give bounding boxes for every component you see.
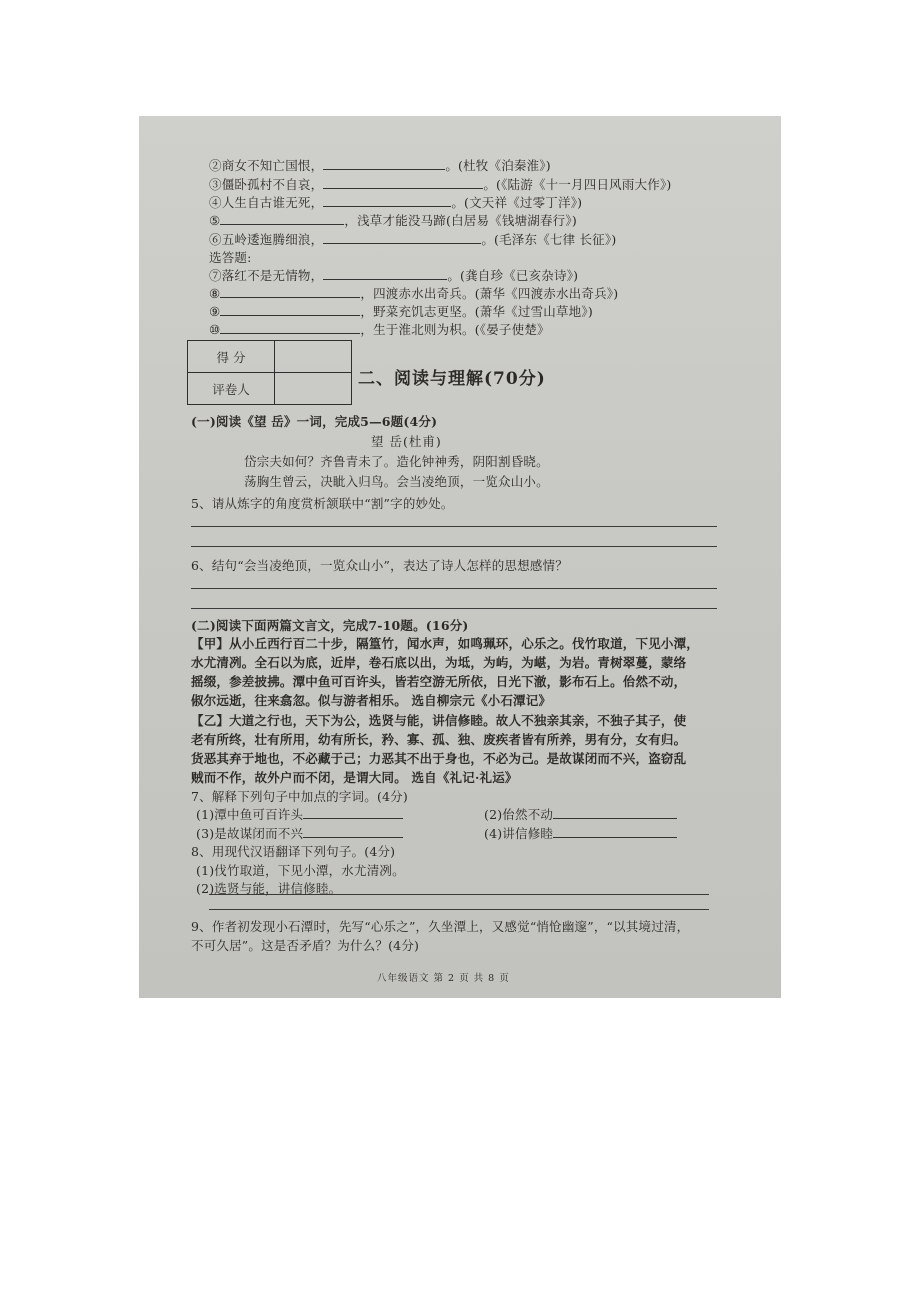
passage-jia-line: 水尤清冽。全石以为底，近岸，卷石底以出，为坻，为屿，为嵁，为岩。青树翠蔓，蒙络	[191, 655, 687, 670]
q7-item: (2)佁然不动	[484, 807, 677, 823]
passage-jia-line: 摇缀，参差披拂。潭中鱼可百许头，皆若空游无所依，日光下澈，影布石上。佁然不动，	[191, 674, 687, 689]
fill-item: ⑧ ，四渡赤水出奇兵。(萧华《四渡赤水出奇兵》)	[209, 286, 619, 301]
reading1-heading: (一)阅读《望 岳》一词，完成5—6题(4分)	[191, 414, 438, 429]
fill-item: ④人生自古谁无死， 。(文天祥《过零丁洋》)	[209, 195, 583, 210]
q8-item: (1)伐竹取道，下见小潭，水尤清冽。	[196, 863, 405, 878]
answer-blank[interactable]	[323, 195, 451, 207]
poem-line: 荡胸生曾云，决眦入归鸟。会当凌绝顶，一览众山小。	[244, 474, 549, 489]
answer-blank[interactable]	[303, 826, 403, 838]
poem-line: 岱宗夫如何？齐鲁青未了。造化钟神秀，阴阳割昏晓。	[244, 454, 549, 469]
question-9-line: 不可久居”。这是否矛盾？为什么？(4分)	[191, 938, 420, 953]
answer-line[interactable]	[191, 588, 717, 589]
fill-item: ②商女不知亡国恨， 。(杜牧《泊秦淮》)	[209, 158, 551, 173]
passage-jia-line: 俶尔远逝，往来翕忽。似与游者相乐。 选自柳宗元《小石潭记》	[191, 693, 552, 708]
fill-item: ⑤ ，浅草才能没马蹄(白居易《钱塘湖春行》)	[209, 213, 577, 228]
answer-blank[interactable]	[553, 826, 677, 838]
section-title: 二、阅读与理解(70分)	[358, 369, 546, 389]
question-7: 7、解释下列句子中加点的字词。(4分)	[191, 789, 408, 804]
fill-item: ③僵卧孤村不自哀， 。(《陆游《十一月四日风雨大作》)	[209, 177, 672, 192]
score-table	[187, 340, 352, 405]
q7-item: (1)潭中鱼可百许头	[196, 807, 403, 823]
q7-item: (3)是故谋闭而不兴	[196, 826, 403, 842]
answer-blank[interactable]	[220, 322, 360, 334]
page-footer: 八年级语文 第 2 页 共 8 页	[377, 973, 510, 984]
answer-line[interactable]	[191, 546, 717, 547]
grader-cell[interactable]	[275, 373, 352, 405]
fill-item: ⑥五岭逶迤腾细浪， 。(毛泽东《七律 长征》)	[209, 232, 617, 247]
answer-blank[interactable]	[220, 213, 344, 225]
exam-page-photo	[139, 116, 781, 998]
answer-line[interactable]	[209, 909, 709, 910]
passage-yi-line: 老有所终，壮有所用，幼有所长，矜、寡、孤、独、废疾者皆有所养，男有分，女有归。	[191, 732, 687, 747]
score-cell[interactable]	[275, 341, 352, 373]
passage-yi-line: 货恶其弃于地也，不必藏于己；力恶其不出于身也，不必为己。是故谋闭而不兴，盗窃乱	[191, 751, 687, 766]
passage-yi-line: 【乙】大道之行也，天下为公，选贤与能，讲信修睦。故人不独亲其亲，不独子其子，使	[191, 713, 687, 728]
grader-label: 评卷人	[188, 373, 275, 405]
answer-blank[interactable]	[303, 807, 403, 819]
question-9-line: 9、作者初发现小石潭时，先写“心乐之”，久坐潭上，又感觉“悄怆幽邃”，“以其境过清，	[191, 919, 690, 934]
answer-blank[interactable]	[220, 304, 360, 316]
question-5: 5、请从炼字的角度赏析颔联中“割”字的妙处。	[191, 496, 454, 511]
answer-blank[interactable]	[323, 158, 445, 170]
answer-line[interactable]	[191, 526, 717, 527]
fill-item: ⑦落红不是无情物， 。(龚自珍《已亥杂诗》)	[209, 268, 579, 283]
question-8: 8、用现代汉语翻译下列句子。(4分)	[191, 844, 396, 859]
fill-item: ⑩ ，生于淮北则为枳。(《晏子使楚》	[209, 322, 550, 337]
q7-item: (4)讲信修睦	[484, 826, 677, 842]
answer-blank[interactable]	[323, 232, 481, 244]
optional-label: 选答题:	[209, 250, 252, 265]
question-6: 6、结句“会当凌绝顶，一览众山小”，表达了诗人怎样的思想感情？	[191, 558, 568, 573]
reading2-heading: (二)阅读下面两篇文言文，完成7-10题。(16分)	[191, 618, 469, 633]
passage-jia-line: 【甲】从小丘西行百二十步，隔篁竹，闻水声，如鸣珮环，心乐之。伐竹取道，下见小潭，	[191, 636, 700, 651]
score-label: 得 分	[188, 341, 275, 373]
answer-blank[interactable]	[220, 286, 360, 298]
q8-item: (2)选贤与能，讲信修睦。	[196, 881, 342, 896]
answer-line[interactable]	[191, 608, 717, 609]
passage-yi-line: 贼而不作，故外户而不闭，是谓大同。 选自《礼记·礼运》	[191, 770, 518, 785]
answer-blank[interactable]	[323, 268, 447, 280]
fill-item: ⑨ ，野菜充饥志更坚。(萧华《过雪山草地》)	[209, 304, 593, 319]
answer-blank[interactable]	[553, 807, 677, 819]
poem-title: 望 岳(杜甫)	[371, 434, 442, 449]
answer-blank[interactable]	[323, 177, 483, 189]
